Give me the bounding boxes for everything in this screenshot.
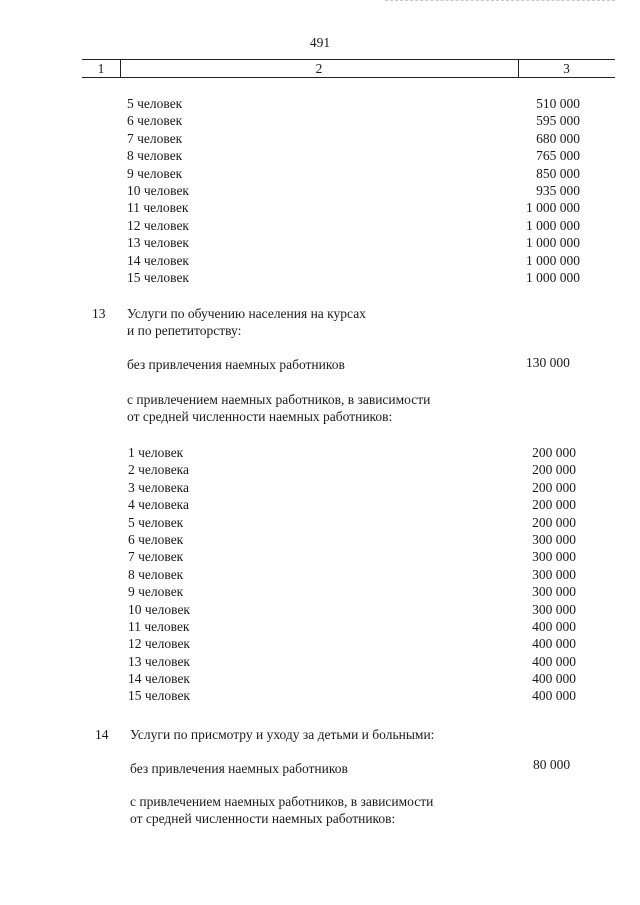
list-item-value: 595 000 xyxy=(536,113,580,129)
list-item xyxy=(0,653,640,670)
list-item xyxy=(0,112,640,129)
list-item-value: 1 000 000 xyxy=(526,235,580,251)
list-item-label: 4 человека xyxy=(128,497,190,513)
list-item-label: 14 человек xyxy=(127,252,189,268)
list-item-label: 10 человек xyxy=(127,182,189,198)
list-item-value: 680 000 xyxy=(536,130,580,146)
list-item-value: 1 000 000 xyxy=(526,252,580,268)
list-item-label: 8 человек xyxy=(127,148,183,164)
list-item-value: 200 000 xyxy=(532,497,576,513)
list-item xyxy=(0,479,640,496)
list-item-label: 13 человек xyxy=(127,235,189,251)
list-item xyxy=(0,199,640,216)
list-item xyxy=(0,496,640,513)
list-item-value: 765 000 xyxy=(536,148,580,164)
section-13-number: 13 xyxy=(92,306,106,321)
list-item-label: 7 человек xyxy=(127,130,183,146)
list-item-label: 11 человек xyxy=(128,618,190,634)
list-item-value: 850 000 xyxy=(536,165,580,181)
list-item xyxy=(0,635,640,652)
list-item-value: 935 000 xyxy=(536,182,580,198)
list-item-label: 11 человек xyxy=(127,200,189,216)
list-item xyxy=(0,601,640,618)
list-item xyxy=(0,269,640,286)
list-item-value: 200 000 xyxy=(532,462,576,478)
list-item-value: 400 000 xyxy=(532,688,576,704)
list-item xyxy=(0,514,640,531)
list-item xyxy=(0,687,640,704)
list-item xyxy=(0,252,640,269)
list-item-value: 400 000 xyxy=(532,653,576,669)
list-continuation xyxy=(0,95,640,286)
list-item-label: 12 человек xyxy=(128,636,190,652)
list-item-label: 7 человек xyxy=(128,549,184,565)
column-header-2: 2 xyxy=(120,60,519,77)
scan-top-rule xyxy=(385,0,615,3)
list-item-label: 1 человек xyxy=(128,445,184,460)
list-item xyxy=(0,461,640,478)
list-item xyxy=(0,234,640,251)
list-item xyxy=(0,531,640,548)
list-item-value: 300 000 xyxy=(532,566,576,582)
list-item-value: 1 000 000 xyxy=(526,217,580,233)
list-item-value: 200 000 xyxy=(532,445,576,460)
list-item-label: 5 человек xyxy=(128,514,184,530)
list-item xyxy=(0,95,640,112)
list-item-label: 12 человек xyxy=(127,217,189,233)
list-item xyxy=(0,182,640,199)
list-item xyxy=(0,444,640,461)
list-item-value: 400 000 xyxy=(532,618,576,634)
section-13-no-hire-label: без привлечения наемных работников xyxy=(127,357,345,372)
list-item-value: 400 000 xyxy=(532,636,576,652)
list-item-value: 300 000 xyxy=(532,531,576,547)
list-item xyxy=(0,566,640,583)
section-13-no-hire-value: 130 000 xyxy=(526,355,570,370)
section-14-no-hire-value: 80 000 xyxy=(533,757,571,772)
section-13-hire-text: с привлечением наемных работников, в зависимости от средней численности наемных работников: xyxy=(127,392,431,425)
column-header-3: 3 xyxy=(563,61,570,76)
list-item-label: 13 человек xyxy=(128,653,190,669)
list-item-value: 300 000 xyxy=(532,601,576,617)
section-14-number: 14 xyxy=(95,727,109,742)
list-item-label: 2 человека xyxy=(128,462,190,478)
section-14-no-hire-label: без привлечения наемных работников xyxy=(130,761,348,776)
list-item xyxy=(0,130,640,147)
list-item xyxy=(0,165,640,182)
list-item-value: 1 000 000 xyxy=(526,269,580,285)
list-item xyxy=(0,147,640,164)
column-header-1: 1 xyxy=(82,60,121,77)
list-item xyxy=(0,670,640,687)
list-item-label: 15 человек xyxy=(127,269,189,285)
list-item-value: 1 000 000 xyxy=(526,200,580,216)
list-item-label: 3 человека xyxy=(128,479,190,495)
list-item xyxy=(0,583,640,600)
list-item-label: 9 человек xyxy=(127,165,183,181)
page-number: 491 xyxy=(309,35,331,50)
list-item xyxy=(0,217,640,234)
section-13-list xyxy=(0,444,640,705)
section-14-hire-text: с привлечением наемных работников, в зависимости от средней численности наемных работников: xyxy=(130,794,434,827)
section-14-title: Услуги по присмотру и уходу за детьми и больными: xyxy=(130,727,435,742)
list-item-label: 5 человек xyxy=(127,96,183,111)
list-item-label: 6 человек xyxy=(128,531,184,547)
list-item-value: 200 000 xyxy=(532,479,576,495)
list-item xyxy=(0,618,640,635)
list-item-value: 510 000 xyxy=(536,96,580,111)
list-item-value: 400 000 xyxy=(532,671,576,687)
list-item xyxy=(0,548,640,565)
list-item-label: 6 человек xyxy=(127,113,183,129)
list-item-label: 15 человек xyxy=(128,688,190,704)
list-item-label: 8 человек xyxy=(128,566,184,582)
list-item-value: 200 000 xyxy=(532,514,576,530)
list-item-value: 300 000 xyxy=(532,549,576,565)
list-item-value: 300 000 xyxy=(532,584,576,600)
list-item-label: 10 человек xyxy=(128,601,190,617)
column-header-row xyxy=(82,59,615,78)
section-13-title: Услуги по обучению населения на курсах и по репетиторству: xyxy=(127,306,366,339)
list-item-label: 14 человек xyxy=(128,671,190,687)
list-item-label: 9 человек xyxy=(128,584,184,600)
